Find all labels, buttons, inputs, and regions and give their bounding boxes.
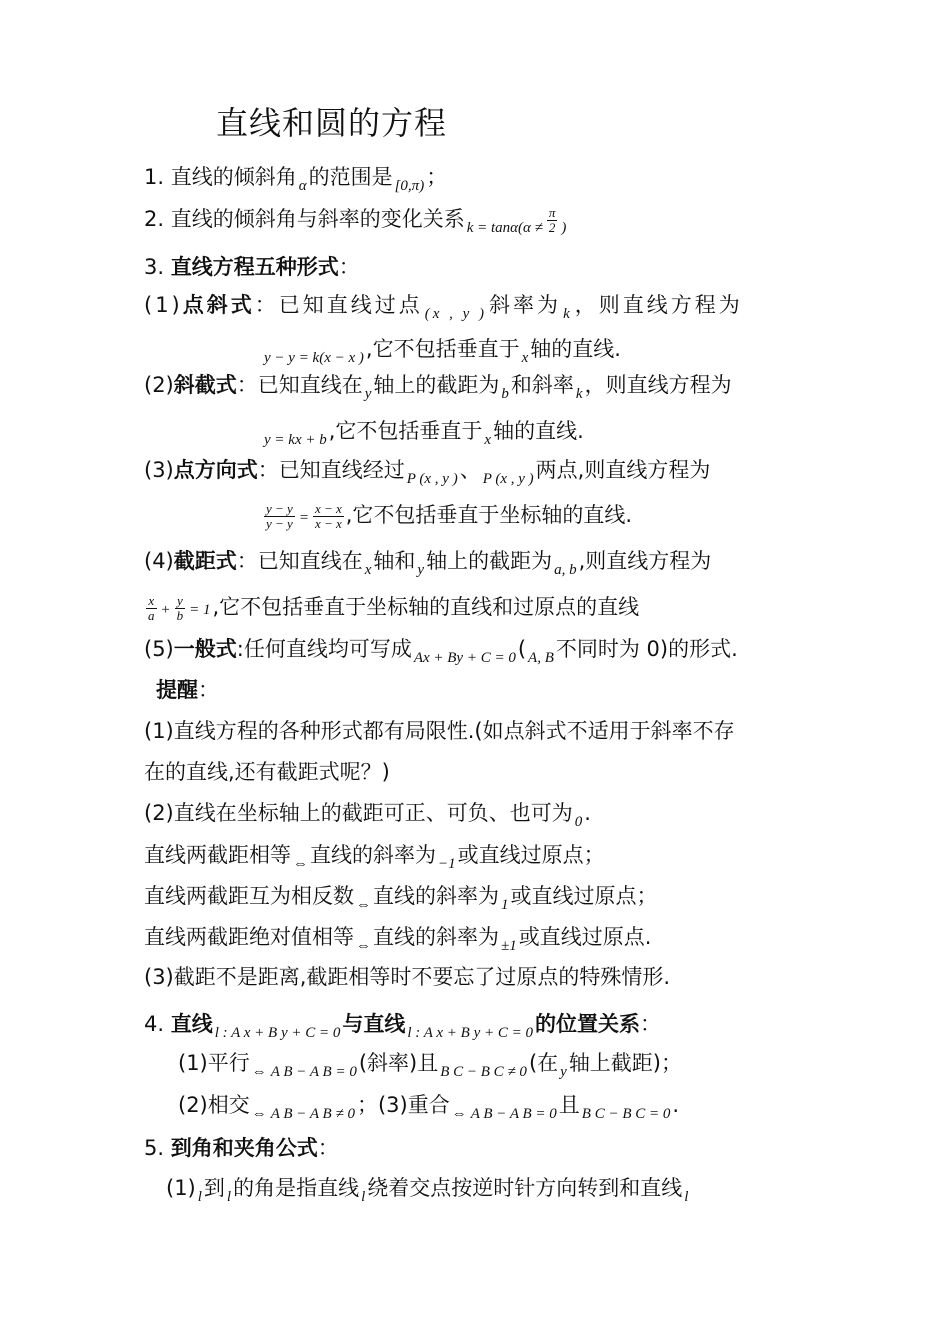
text: ,则直线方程为 xyxy=(578,549,712,573)
formula: A, B xyxy=(528,650,554,666)
formula: y = kx + b xyxy=(264,432,327,448)
text: (1)平行 xyxy=(178,1051,250,1075)
text: ：已知直线在 xyxy=(236,549,363,573)
text: 或直线过原点. xyxy=(518,925,652,949)
intercept-equation xyxy=(144,592,639,625)
formula: l xyxy=(197,1189,202,1205)
formula: + xyxy=(160,602,171,618)
item-3-heading xyxy=(144,252,360,282)
text: 轴上截距)； xyxy=(568,1051,683,1075)
text: 且 xyxy=(558,1093,580,1117)
formula: A B − A B ≠ 0 xyxy=(270,1106,355,1122)
bold-heading: 的位置关系 xyxy=(535,1012,640,1036)
text: 两点,则直线方程为 xyxy=(535,458,711,482)
numerator: π xyxy=(548,204,556,220)
formula: x xyxy=(484,432,492,448)
formula: ) xyxy=(561,220,567,236)
numerator: x xyxy=(146,594,157,609)
text: ：已知直线在 xyxy=(236,373,363,397)
formula: y xyxy=(560,1064,567,1080)
numerator: x − x xyxy=(314,500,342,516)
formula: (x , y ) xyxy=(424,306,488,322)
intercepts-opposite xyxy=(144,881,658,914)
text: (4) xyxy=(144,549,174,573)
intercept-form xyxy=(144,546,711,579)
formula: 1 xyxy=(501,897,509,913)
text: 轴的直线. xyxy=(530,337,621,361)
text: 4. xyxy=(144,1012,171,1036)
denominator: x − x xyxy=(314,515,342,531)
text: 绕着交点按逆时针方向转到和直线 xyxy=(367,1176,683,1200)
text: (2)直线在坐标轴上的截距可正、可负、也可为 xyxy=(144,801,573,825)
formula: B C − B C ≠ 0 xyxy=(440,1064,527,1080)
formula: A B − A B = 0 xyxy=(470,1106,557,1122)
formula: A B − A B = 0 xyxy=(270,1064,357,1080)
formula: y xyxy=(364,386,372,402)
text: 的范围是 xyxy=(308,165,393,189)
formula: B C − B C = 0 xyxy=(581,1106,671,1122)
intercepts-equal xyxy=(144,840,605,873)
point-slope-equation xyxy=(144,334,621,367)
reminder-3: (3)截距不是距离,截距相等时不要忘了过原点的特殊情形. xyxy=(144,965,671,989)
formula: l xyxy=(684,1189,689,1205)
formula: l : A x + B y + C = 0 xyxy=(214,1025,341,1041)
text: 直线两截距相等 xyxy=(144,843,291,867)
iff-symbol: ⇔ xyxy=(451,1106,467,1122)
denominator: a xyxy=(148,607,155,623)
numerator: y xyxy=(175,594,186,609)
text: (1) xyxy=(166,1176,196,1200)
text: 5. xyxy=(144,1136,171,1160)
item-4-heading xyxy=(144,1009,661,1042)
formula: k = tanα(α ≠ xyxy=(466,220,543,236)
text: 斜率为 xyxy=(489,293,562,317)
two-point-form xyxy=(144,455,710,488)
text: ；(3)重合 xyxy=(356,1093,450,1117)
angle-definition xyxy=(166,1173,690,1206)
text: ： xyxy=(338,255,360,279)
reminder-heading xyxy=(156,675,219,705)
point-slope-form xyxy=(144,290,743,323)
fraction-y xyxy=(264,502,295,531)
text: 到 xyxy=(203,1176,225,1200)
iff-symbol: ⇔ xyxy=(293,856,308,872)
formula: P (x , y ) xyxy=(406,471,458,487)
text: 轴上的截距为 xyxy=(373,373,500,397)
formula: a, b xyxy=(554,562,577,578)
fraction-y-over-b xyxy=(175,594,186,623)
formula: l : A x + B y + C = 0 xyxy=(407,1025,533,1041)
denominator: y − y xyxy=(266,515,293,531)
formula: x xyxy=(364,562,372,578)
text: . xyxy=(672,1093,680,1117)
bold-heading: 点斜式 xyxy=(182,293,255,317)
bold-heading: 与直线 xyxy=(342,1012,406,1036)
text: 轴上的截距为 xyxy=(426,549,553,573)
formula: −1 xyxy=(438,856,456,872)
text: 2. 直线的倾斜角与斜率的变化关系 xyxy=(144,207,465,231)
iff-symbol: ⇔ xyxy=(356,897,371,913)
fraction-pi-over-2 xyxy=(547,206,558,235)
formula: P (x , y ) xyxy=(482,471,534,487)
formula: Ax + By + C = 0 xyxy=(413,650,516,666)
formula: l xyxy=(361,1189,366,1205)
text: 轴和 xyxy=(373,549,416,573)
text: 不同时为 0)的形式. xyxy=(555,637,738,661)
text: ，则直线方程为 xyxy=(584,373,732,397)
text: (2) xyxy=(144,373,174,397)
text: 或直线过原点； xyxy=(457,843,605,867)
formula: k xyxy=(563,306,573,322)
text: (在 xyxy=(528,1051,559,1075)
text: (3) xyxy=(144,458,174,482)
slope-intercept-form xyxy=(144,370,732,403)
text: ,它不包括垂直于坐标轴的直线和过原点的直线 xyxy=(212,595,640,619)
bold-heading: 直线方程五种形式 xyxy=(170,255,339,279)
item-2-slope-relation xyxy=(144,204,568,237)
iff-symbol: ⇔ xyxy=(251,1064,267,1080)
iff-symbol: ⇔ xyxy=(251,1106,267,1122)
text: ,它不包括垂直于 xyxy=(328,419,483,443)
text: (1) xyxy=(144,293,183,317)
text: 直线的斜率为 xyxy=(373,884,499,908)
two-point-equation xyxy=(144,500,632,533)
text: ，则直线方程为 xyxy=(574,293,743,317)
item-5-heading xyxy=(144,1133,339,1163)
text: ,它不包括垂直于 xyxy=(365,337,520,361)
text: ( xyxy=(517,637,527,661)
text: 直线两截距绝对值相等 xyxy=(144,925,354,949)
page-title: 直线和圆的方程 xyxy=(216,104,448,142)
intercepts-abs-equal xyxy=(144,922,651,955)
text: :任何直线均可写成 xyxy=(236,637,412,661)
fraction-x xyxy=(313,502,344,531)
denominator: 2 xyxy=(548,219,556,235)
bold-heading: 点方向式 xyxy=(173,458,258,482)
bold-heading: 直线 xyxy=(170,1012,213,1036)
text: 和斜率 xyxy=(510,373,574,397)
text: ： xyxy=(640,1012,661,1036)
text: (2)相交 xyxy=(178,1093,250,1117)
reminder-1-line-2: 在的直线,还有截距式呢？) xyxy=(144,760,390,784)
text: 的角是指直线 xyxy=(233,1176,360,1200)
formula: ±1 xyxy=(501,938,517,954)
bold-heading: 截距式 xyxy=(173,549,237,573)
reminder-1-line-1: (1)直线方程的各种形式都有局限性.(如点斜式不适用于斜率不存 xyxy=(144,719,735,743)
formula: = xyxy=(298,510,309,526)
text: ： xyxy=(317,1136,339,1160)
formula: = 1 xyxy=(189,602,211,618)
text: ：已知直线过点 xyxy=(254,293,423,317)
general-form xyxy=(144,634,738,667)
formula: α xyxy=(298,178,307,194)
text: (5) xyxy=(144,637,174,661)
bold-heading: 一般式 xyxy=(173,637,237,661)
bold-heading: 到角和夹角公式 xyxy=(170,1136,318,1160)
formula: l xyxy=(226,1189,232,1205)
formula: x xyxy=(521,350,529,366)
text: (斜率)且 xyxy=(358,1051,439,1075)
text: ： xyxy=(198,678,219,702)
denominator: b xyxy=(176,607,184,623)
text: 或直线过原点； xyxy=(510,884,658,908)
text: 直线的斜率为 xyxy=(310,843,436,867)
formula: y xyxy=(417,562,425,578)
text: 3. xyxy=(144,255,171,279)
formula: y − y = k(x − x ) xyxy=(264,350,364,366)
text: 直线两截距互为相反数 xyxy=(144,884,354,908)
text: . xyxy=(584,801,591,825)
slope-intercept-equation xyxy=(144,416,584,449)
formula: [0,π) xyxy=(394,178,425,194)
text: 、 xyxy=(459,458,481,482)
item-1-inclination-range xyxy=(144,162,447,195)
formula: 0 xyxy=(574,814,583,830)
text: ； xyxy=(426,165,448,189)
text: 轴的直线. xyxy=(493,419,584,443)
text: 1. 直线的倾斜角 xyxy=(144,165,297,189)
formula: k xyxy=(575,386,583,402)
numerator: y − y xyxy=(266,500,293,516)
reminder-2 xyxy=(144,798,591,831)
iff-symbol: ⇔ xyxy=(356,938,371,954)
intersect-coincide-condition xyxy=(178,1090,679,1123)
bold-heading: 斜截式 xyxy=(173,373,237,397)
formula: b xyxy=(501,386,509,402)
text: 直线的斜率为 xyxy=(373,925,499,949)
fraction-x-over-a xyxy=(146,594,157,623)
text: ：已知直线经过 xyxy=(257,458,405,482)
parallel-condition xyxy=(178,1048,682,1081)
text: ,它不包括垂直于坐标轴的直线. xyxy=(345,503,633,527)
bold-heading: 提醒 xyxy=(156,678,198,702)
